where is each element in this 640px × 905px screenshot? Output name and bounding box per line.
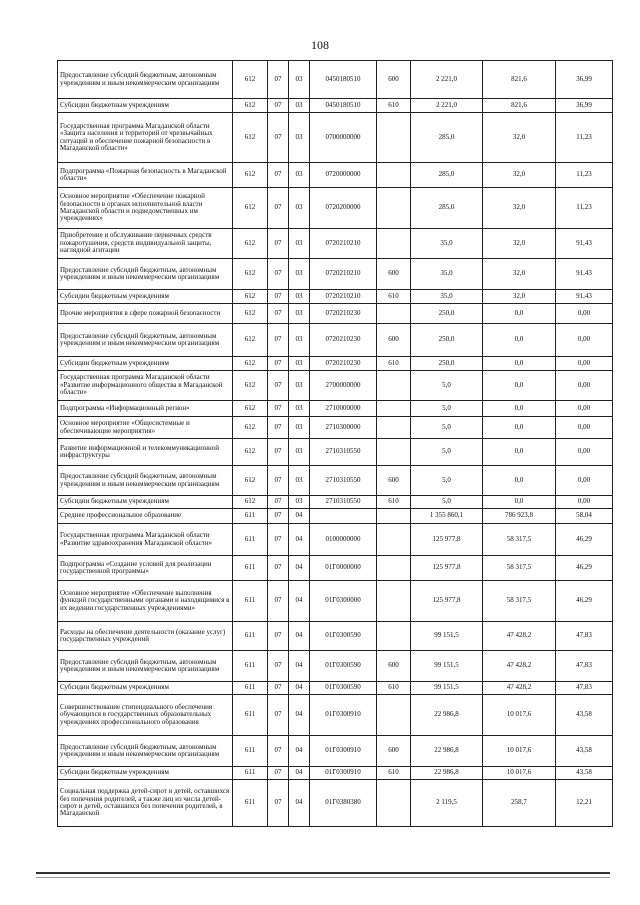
cell-actual-amount: 0,0	[483, 439, 556, 466]
table-row	[58, 581, 613, 622]
cell-name: Предоставление субсидий бюджетным, автономным учреждениям и иным некоммерческим организациям	[58, 259, 233, 290]
cell-subsection: 03	[289, 466, 310, 496]
cell-subsection: 03	[289, 163, 310, 188]
cell-plan-amount: 2 119,5	[411, 780, 483, 827]
cell-name: Прочие мероприятия в сфере пожарной безопасности	[58, 304, 233, 324]
cell-plan-amount: 35,0	[411, 229, 483, 259]
cell-section: 07	[268, 259, 289, 290]
cell-name: Совершенствование стипендиального обеспечения обучающихся в государственных образовательных учреждениях профессионального образования	[58, 695, 233, 736]
cell-grbs: 611	[233, 556, 268, 581]
table-row	[58, 439, 613, 466]
footer-rule-thin	[36, 877, 610, 878]
cell-section: 07	[268, 229, 289, 259]
cell-actual-amount: 0,0	[483, 401, 556, 417]
cell-target-article: 01Г0300590	[310, 651, 377, 682]
cell-target-article: 01Г0300910	[310, 695, 377, 736]
cell-subsection: 03	[289, 99, 310, 113]
cell-target-article	[310, 509, 377, 524]
cell-actual-amount: 32,0	[483, 163, 556, 188]
cell-grbs: 612	[233, 466, 268, 496]
table-row	[58, 113, 613, 163]
cell-subsection: 04	[289, 524, 310, 556]
cell-name: Субсидии бюджетным учреждениям	[58, 682, 233, 695]
table-row	[58, 509, 613, 524]
cell-execution-percent: 91,43	[556, 229, 613, 259]
cell-plan-amount: 125 977,8	[411, 524, 483, 556]
cell-section: 07	[268, 466, 289, 496]
table-row	[58, 401, 613, 417]
cell-actual-amount: 32,0	[483, 259, 556, 290]
cell-name: Подпрограмма «Пожарная безопасность в Магаданской области»	[58, 163, 233, 188]
table-row	[58, 651, 613, 682]
cell-section: 07	[268, 695, 289, 736]
cell-section: 07	[268, 780, 289, 827]
table-row	[58, 622, 613, 651]
cell-subsection: 03	[289, 229, 310, 259]
cell-expense-type	[377, 556, 411, 581]
cell-subsection: 03	[289, 371, 310, 401]
cell-execution-percent: 0,00	[556, 371, 613, 401]
cell-plan-amount: 99 151,5	[411, 622, 483, 651]
footer-rule	[36, 872, 610, 874]
cell-expense-type: 610	[377, 496, 411, 509]
cell-subsection: 03	[289, 113, 310, 163]
cell-name: Социальная поддержка детей-сирот и детей, оставшихся без попечения родителей, а также лиц из числа детей-сирот и детей, оставшихся без попечения родителей, в Магаданской	[58, 780, 233, 827]
cell-subsection: 03	[289, 304, 310, 324]
cell-actual-amount: 58 317,5	[483, 556, 556, 581]
cell-grbs: 612	[233, 324, 268, 357]
cell-execution-percent: 46,29	[556, 581, 613, 622]
cell-plan-amount: 35,0	[411, 290, 483, 304]
cell-name: Субсидии бюджетным учреждениям	[58, 357, 233, 371]
cell-expense-type: 610	[377, 357, 411, 371]
cell-target-article: 2700000000	[310, 371, 377, 401]
table-row	[58, 767, 613, 780]
table-row	[58, 229, 613, 259]
cell-subsection: 04	[289, 556, 310, 581]
cell-subsection: 03	[289, 290, 310, 304]
cell-plan-amount: 2 221,0	[411, 61, 483, 99]
cell-target-article: 0720000000	[310, 163, 377, 188]
cell-subsection: 03	[289, 259, 310, 290]
cell-expense-type	[377, 439, 411, 466]
cell-section: 07	[268, 113, 289, 163]
cell-actual-amount: 0,0	[483, 304, 556, 324]
cell-section: 07	[268, 290, 289, 304]
cell-plan-amount: 125 977,8	[411, 581, 483, 622]
cell-subsection: 03	[289, 324, 310, 357]
cell-execution-percent: 0,00	[556, 324, 613, 357]
cell-execution-percent: 36,99	[556, 99, 613, 113]
cell-section: 07	[268, 581, 289, 622]
cell-name: Субсидии бюджетным учреждениям	[58, 496, 233, 509]
cell-expense-type	[377, 401, 411, 417]
budget-table-body	[58, 61, 613, 827]
cell-name: Развитие информационной и телекоммуникационной инфраструктуры	[58, 439, 233, 466]
table-row	[58, 357, 613, 371]
cell-plan-amount: 250,0	[411, 324, 483, 357]
table-row	[58, 736, 613, 767]
cell-execution-percent: 36,99	[556, 61, 613, 99]
cell-grbs: 611	[233, 581, 268, 622]
cell-section: 07	[268, 509, 289, 524]
cell-subsection: 04	[289, 736, 310, 767]
cell-target-article: 01Г0300590	[310, 682, 377, 695]
cell-subsection: 04	[289, 651, 310, 682]
cell-actual-amount: 47 428,2	[483, 682, 556, 695]
cell-name: Предоставление субсидий бюджетным, автономным учреждениям и иным некоммерческим организациям	[58, 736, 233, 767]
cell-execution-percent: 0,00	[556, 417, 613, 439]
cell-expense-type	[377, 113, 411, 163]
cell-actual-amount: 258,7	[483, 780, 556, 827]
cell-target-article: 2710310550	[310, 496, 377, 509]
cell-grbs: 612	[233, 401, 268, 417]
cell-grbs: 611	[233, 509, 268, 524]
cell-plan-amount: 1 355 860,1	[411, 509, 483, 524]
cell-execution-percent: 11,23	[556, 163, 613, 188]
cell-execution-percent: 47,83	[556, 651, 613, 682]
cell-execution-percent: 0,00	[556, 466, 613, 496]
cell-plan-amount: 2 221,0	[411, 99, 483, 113]
cell-target-article: 01Г0300000	[310, 581, 377, 622]
cell-grbs: 612	[233, 113, 268, 163]
cell-actual-amount: 0,0	[483, 357, 556, 371]
cell-actual-amount: 47 428,2	[483, 622, 556, 651]
cell-target-article: 01Г0300910	[310, 767, 377, 780]
cell-expense-type: 600	[377, 324, 411, 357]
cell-section: 07	[268, 439, 289, 466]
cell-target-article: 0100000000	[310, 524, 377, 556]
cell-plan-amount: 99 151,5	[411, 682, 483, 695]
cell-name: Предоставление субсидий бюджетным, автономным учреждениям и иным некоммерческим организациям	[58, 651, 233, 682]
cell-target-article: 01Г0300910	[310, 736, 377, 767]
cell-expense-type	[377, 163, 411, 188]
cell-grbs: 611	[233, 682, 268, 695]
cell-grbs: 611	[233, 524, 268, 556]
cell-grbs: 612	[233, 61, 268, 99]
cell-grbs: 612	[233, 439, 268, 466]
cell-subsection: 03	[289, 439, 310, 466]
cell-subsection: 03	[289, 357, 310, 371]
cell-target-article: 0720210210	[310, 229, 377, 259]
cell-execution-percent: 58,04	[556, 509, 613, 524]
cell-grbs: 612	[233, 163, 268, 188]
cell-expense-type	[377, 581, 411, 622]
table-row	[58, 290, 613, 304]
cell-execution-percent: 46,29	[556, 524, 613, 556]
cell-section: 07	[268, 61, 289, 99]
cell-execution-percent: 0,00	[556, 357, 613, 371]
cell-name: Предоставление субсидий бюджетным, автономным учреждениям и иным некоммерческим организациям	[58, 466, 233, 496]
cell-execution-percent: 11,23	[556, 113, 613, 163]
cell-actual-amount: 821,6	[483, 61, 556, 99]
cell-section: 07	[268, 524, 289, 556]
cell-expense-type: 600	[377, 61, 411, 99]
cell-name: Расходы на обеспечение деятельности (оказание услуг) государственных учреждений	[58, 622, 233, 651]
table-row	[58, 371, 613, 401]
cell-subsection: 03	[289, 61, 310, 99]
cell-actual-amount: 10 017,6	[483, 695, 556, 736]
cell-expense-type	[377, 622, 411, 651]
cell-expense-type	[377, 695, 411, 736]
cell-expense-type	[377, 229, 411, 259]
table-row	[58, 61, 613, 99]
cell-expense-type	[377, 417, 411, 439]
cell-grbs: 612	[233, 417, 268, 439]
cell-subsection: 04	[289, 695, 310, 736]
cell-section: 07	[268, 357, 289, 371]
cell-section: 07	[268, 736, 289, 767]
cell-grbs: 612	[233, 188, 268, 229]
cell-actual-amount: 0,0	[483, 466, 556, 496]
cell-expense-type: 610	[377, 99, 411, 113]
cell-target-article: 2710310550	[310, 466, 377, 496]
cell-target-article: 01Г0300590	[310, 622, 377, 651]
cell-name: Основное мероприятие «Обеспечение выполнения функций государственными органами и находящимися в их ведении государственных учреждениями»	[58, 581, 233, 622]
cell-execution-percent: 11,23	[556, 188, 613, 229]
cell-grbs: 612	[233, 290, 268, 304]
cell-actual-amount: 10 017,6	[483, 736, 556, 767]
cell-target-article: 01Г0000000	[310, 556, 377, 581]
cell-subsection: 04	[289, 780, 310, 827]
cell-subsection: 03	[289, 417, 310, 439]
cell-expense-type: 600	[377, 651, 411, 682]
cell-grbs: 612	[233, 304, 268, 324]
cell-expense-type	[377, 371, 411, 401]
cell-expense-type: 600	[377, 736, 411, 767]
cell-execution-percent: 46,29	[556, 556, 613, 581]
table-row	[58, 682, 613, 695]
cell-plan-amount: 5,0	[411, 496, 483, 509]
table-row	[58, 780, 613, 827]
cell-grbs: 611	[233, 695, 268, 736]
budget-table	[57, 60, 613, 827]
cell-execution-percent: 0,00	[556, 439, 613, 466]
cell-plan-amount: 285,0	[411, 163, 483, 188]
cell-actual-amount: 32,0	[483, 290, 556, 304]
cell-plan-amount: 250,0	[411, 304, 483, 324]
cell-section: 07	[268, 622, 289, 651]
cell-actual-amount: 32,0	[483, 188, 556, 229]
cell-expense-type: 610	[377, 290, 411, 304]
cell-section: 07	[268, 496, 289, 509]
cell-actual-amount: 821,6	[483, 99, 556, 113]
cell-target-article: 0450180510	[310, 61, 377, 99]
cell-plan-amount: 125 977,8	[411, 556, 483, 581]
cell-grbs: 611	[233, 767, 268, 780]
cell-execution-percent: 91,43	[556, 290, 613, 304]
cell-expense-type: 600	[377, 466, 411, 496]
cell-target-article: 01Г0380380	[310, 780, 377, 827]
cell-target-article: 0720210230	[310, 357, 377, 371]
cell-actual-amount: 58 317,5	[483, 524, 556, 556]
cell-grbs: 612	[233, 496, 268, 509]
cell-grbs: 612	[233, 99, 268, 113]
cell-actual-amount: 47 428,2	[483, 651, 556, 682]
cell-section: 07	[268, 556, 289, 581]
cell-target-article: 2710300000	[310, 417, 377, 439]
cell-execution-percent: 43,58	[556, 736, 613, 767]
cell-target-article: 0720210230	[310, 304, 377, 324]
cell-name: Субсидии бюджетным учреждениям	[58, 767, 233, 780]
cell-section: 07	[268, 401, 289, 417]
cell-target-article: 2710000000	[310, 401, 377, 417]
cell-target-article: 0700000000	[310, 113, 377, 163]
cell-grbs: 612	[233, 371, 268, 401]
cell-execution-percent: 12,21	[556, 780, 613, 827]
cell-plan-amount: 99 151,5	[411, 651, 483, 682]
cell-section: 07	[268, 682, 289, 695]
cell-section: 07	[268, 163, 289, 188]
cell-subsection: 03	[289, 496, 310, 509]
cell-target-article: 2710310550	[310, 439, 377, 466]
cell-execution-percent: 91,43	[556, 259, 613, 290]
cell-name: Подпрограмма «Информационный регион»	[58, 401, 233, 417]
cell-name: Основное мероприятие «Обеспечение пожарной безопасности в органах исполнительной власти Магаданской области и подведомственных им учреждениях»	[58, 188, 233, 229]
cell-plan-amount: 35,0	[411, 259, 483, 290]
cell-actual-amount: 32,0	[483, 113, 556, 163]
table-row	[58, 466, 613, 496]
cell-target-article: 0720210230	[310, 324, 377, 357]
cell-name: Государственная программа Магаданской области «Защита населения и территорий от чрезвычайных ситуаций и обеспечение пожарной безопасности в Магаданской области»	[58, 113, 233, 163]
cell-name: Основное мероприятие «Общесистемные и обеспечивающие мероприятия»	[58, 417, 233, 439]
cell-section: 07	[268, 767, 289, 780]
cell-expense-type	[377, 524, 411, 556]
cell-plan-amount: 5,0	[411, 401, 483, 417]
cell-section: 07	[268, 99, 289, 113]
cell-subsection: 03	[289, 188, 310, 229]
cell-expense-type: 600	[377, 259, 411, 290]
cell-subsection: 03	[289, 401, 310, 417]
cell-execution-percent: 0,00	[556, 496, 613, 509]
cell-name: Предоставление субсидий бюджетным, автономным учреждениям и иным некоммерческим организациям	[58, 61, 233, 99]
table-row	[58, 304, 613, 324]
cell-execution-percent: 47,83	[556, 682, 613, 695]
cell-name: Государственная программа Магаданской области «Развитие здравоохранения Магаданской области»	[58, 524, 233, 556]
cell-grbs: 611	[233, 651, 268, 682]
cell-section: 07	[268, 188, 289, 229]
table-row	[58, 163, 613, 188]
cell-execution-percent: 0,00	[556, 304, 613, 324]
table-row	[58, 259, 613, 290]
cell-grbs: 611	[233, 780, 268, 827]
cell-actual-amount: 0,0	[483, 371, 556, 401]
cell-name: Приобретение и обслуживание первичных средств пожаротушения, средств индивидуальной защиты, наглядной агитации	[58, 229, 233, 259]
table-row	[58, 324, 613, 357]
cell-execution-percent: 47,83	[556, 622, 613, 651]
cell-target-article: 0720200000	[310, 188, 377, 229]
cell-expense-type: 610	[377, 767, 411, 780]
cell-plan-amount: 5,0	[411, 466, 483, 496]
cell-actual-amount: 10 017,6	[483, 767, 556, 780]
cell-subsection: 04	[289, 509, 310, 524]
cell-plan-amount: 22 986,8	[411, 695, 483, 736]
cell-target-article: 0720210210	[310, 290, 377, 304]
cell-actual-amount: 786 923,8	[483, 509, 556, 524]
cell-plan-amount: 285,0	[411, 113, 483, 163]
cell-plan-amount: 22 986,8	[411, 736, 483, 767]
cell-grbs: 612	[233, 229, 268, 259]
table-row	[58, 188, 613, 229]
cell-name: Среднее профессиональное образование	[58, 509, 233, 524]
table-row	[58, 99, 613, 113]
cell-section: 07	[268, 371, 289, 401]
cell-subsection: 04	[289, 581, 310, 622]
table-row	[58, 695, 613, 736]
cell-plan-amount: 250,0	[411, 357, 483, 371]
cell-section: 07	[268, 304, 289, 324]
cell-expense-type: 610	[377, 682, 411, 695]
cell-actual-amount: 0,0	[483, 496, 556, 509]
cell-plan-amount: 285,0	[411, 188, 483, 229]
cell-actual-amount: 58 317,5	[483, 581, 556, 622]
cell-plan-amount: 5,0	[411, 371, 483, 401]
cell-execution-percent: 43,58	[556, 695, 613, 736]
cell-actual-amount: 0,0	[483, 324, 556, 357]
cell-target-article: 0450180510	[310, 99, 377, 113]
cell-plan-amount: 22 986,8	[411, 767, 483, 780]
cell-expense-type	[377, 188, 411, 229]
cell-name: Предоставление субсидий бюджетным, автономным учреждениям и иным некоммерческим организациям	[58, 324, 233, 357]
table-row	[58, 496, 613, 509]
cell-execution-percent: 43,58	[556, 767, 613, 780]
cell-grbs: 612	[233, 259, 268, 290]
cell-name: Субсидии бюджетным учреждениям	[58, 99, 233, 113]
cell-name: Государственная программа Магаданской области «Развитие информационного общества в Магаданской области»	[58, 371, 233, 401]
cell-actual-amount: 32,0	[483, 229, 556, 259]
cell-expense-type	[377, 304, 411, 324]
cell-plan-amount: 5,0	[411, 417, 483, 439]
cell-subsection: 04	[289, 767, 310, 780]
cell-grbs: 611	[233, 622, 268, 651]
cell-target-article: 0720210210	[310, 259, 377, 290]
cell-expense-type	[377, 509, 411, 524]
cell-section: 07	[268, 324, 289, 357]
cell-grbs: 612	[233, 357, 268, 371]
cell-name: Подпрограмма «Создание условий для реализации государственной программы»	[58, 556, 233, 581]
table-row	[58, 417, 613, 439]
cell-subsection: 04	[289, 622, 310, 651]
cell-execution-percent: 0,00	[556, 401, 613, 417]
cell-expense-type	[377, 780, 411, 827]
cell-grbs: 611	[233, 736, 268, 767]
table-row	[58, 524, 613, 556]
cell-subsection: 04	[289, 682, 310, 695]
cell-name: Субсидии бюджетным учреждениям	[58, 290, 233, 304]
cell-section: 07	[268, 417, 289, 439]
page-number: 108	[311, 38, 329, 52]
cell-plan-amount: 5,0	[411, 439, 483, 466]
cell-section: 07	[268, 651, 289, 682]
table-row	[58, 556, 613, 581]
cell-actual-amount: 0,0	[483, 417, 556, 439]
